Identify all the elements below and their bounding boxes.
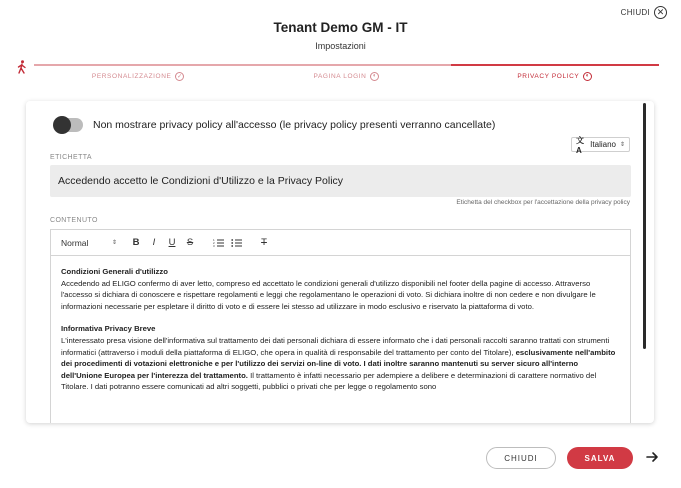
rich-text-editor: [50, 229, 631, 423]
privacy-policy-card: [26, 101, 654, 423]
page-title: Tenant Demo GM - IT: [273, 20, 408, 35]
section-privacy: [61, 323, 620, 393]
italic-button[interactable]: I: [152, 237, 156, 248]
check-circle-icon: ✓: [177, 73, 183, 80]
step-label: PRIVACY POLICY: [517, 72, 580, 80]
privacy-toggle-row: [54, 118, 495, 132]
stepper: [16, 63, 659, 83]
section-conditions: [61, 266, 620, 312]
svg-text:2: 2: [212, 240, 215, 245]
section-title: Informativa Privacy Breve: [61, 324, 156, 334]
arrow-right-icon[interactable]: [645, 450, 659, 464]
walking-person-icon: [16, 60, 28, 74]
step-personalizzazione[interactable]: [34, 63, 242, 83]
close-circle-icon: ✕: [654, 6, 667, 19]
top-close-button[interactable]: [621, 6, 667, 19]
language-select[interactable]: [571, 135, 630, 155]
privacy-toggle[interactable]: [54, 118, 83, 132]
bullet-list-icon[interactable]: [227, 234, 245, 252]
etichetta-input[interactable]: Accedendo accetto le Condizioni d'Utilizzo e la Privacy Policy: [50, 165, 631, 197]
page-header: [0, 20, 681, 51]
step-pagina-login[interactable]: [242, 63, 450, 83]
section-title: Condizioni Generali d'utilizzo: [61, 267, 168, 276]
half-circle-icon: ◐: [370, 72, 379, 81]
svg-text:3: 3: [212, 243, 215, 248]
chevron-updown-icon: ⇕: [619, 142, 625, 148]
language-value: Italiano: [590, 140, 616, 149]
clear-format-button[interactable]: [255, 234, 273, 252]
half-circle-icon: ◐: [583, 72, 592, 81]
step-privacy-policy[interactable]: [451, 63, 659, 83]
editor-content[interactable]: [51, 256, 630, 393]
close-button[interactable]: CHIUDI: [486, 447, 556, 469]
etichetta-label: ETICHETTA: [50, 154, 92, 161]
page-subtitle: Impostazioni: [315, 41, 366, 51]
ordered-list-icon[interactable]: [209, 234, 227, 252]
top-close-label: CHIUDI: [620, 8, 650, 17]
section-body: Accedendo ad ELIGO confermo di aver letto, compreso ed accettato le condizioni generali d'utilizzo disponibili nel footer della pagine di accesso. Attraverso l'accesso si dichiara di conoscere e rispettare regolamenti e leggi che regolamentano le operazioni di voto. Si dichiara inoltre di non cedere e non divulgare le informazioni necessarie per espletare il diritto di voto e di essere lei stesso ad utilizzare in modo esclusivo e riservato la piattaforma di voto.: [61, 278, 596, 311]
scrollbar[interactable]: [643, 103, 646, 349]
step-label: PERSONALIZZAZIONE: [91, 72, 172, 80]
section-body-bold: esclusivamente nell'ambito dei procedimenti di votazioni elettroniche e per l'utilizzo dei servizi on-line di voto. I dati inoltre saranno mantenuti su server sicuro all'interno dell'Unione Europea per l'interezza del trattamento.: [61, 347, 616, 380]
bold-button[interactable]: B: [132, 237, 140, 248]
underline-button[interactable]: U: [168, 237, 176, 248]
toggle-knob: [53, 116, 71, 134]
svg-text:1: 1: [212, 237, 215, 242]
save-button[interactable]: SALVA: [567, 447, 633, 469]
strikethrough-button[interactable]: S: [186, 237, 194, 248]
clear-format-icon: T: [261, 237, 267, 248]
step-label: PAGINA LOGIN: [313, 72, 367, 80]
etichetta-helper: Etichetta del checkbox per l'accettazione della privacy policy: [456, 199, 630, 206]
section-body: Il trattamento è infatti necessario per adempiere a delibere e determinazioni di carattere normativo del Titolare. I dati potranno essere comunicati ad altri soggetti, pubblici o privati che per legge o regolamento sono: [61, 370, 597, 392]
translate-icon: 文A: [576, 135, 584, 155]
privacy-toggle-label: Non mostrare privacy policy all'accesso (le privacy policy presenti verranno cancellate): [93, 119, 496, 131]
format-value: Normal: [61, 237, 89, 248]
format-select[interactable]: [61, 238, 117, 248]
section-body: L'interessato presa visione dell'informativa sul trattamento dei dati personali dichiara di essere informato che i dati personali raccolti saranno trattati con strumenti informatici (attraverso i moduli della piattaforma di ELIGO, che opera in qualità di responsabile del trattamento per conto del Titolare),: [61, 335, 610, 357]
editor-toolbar: [51, 230, 630, 256]
chevron-updown-icon: ⇕: [111, 240, 117, 246]
contenuto-label: CONTENUTO: [50, 217, 98, 224]
